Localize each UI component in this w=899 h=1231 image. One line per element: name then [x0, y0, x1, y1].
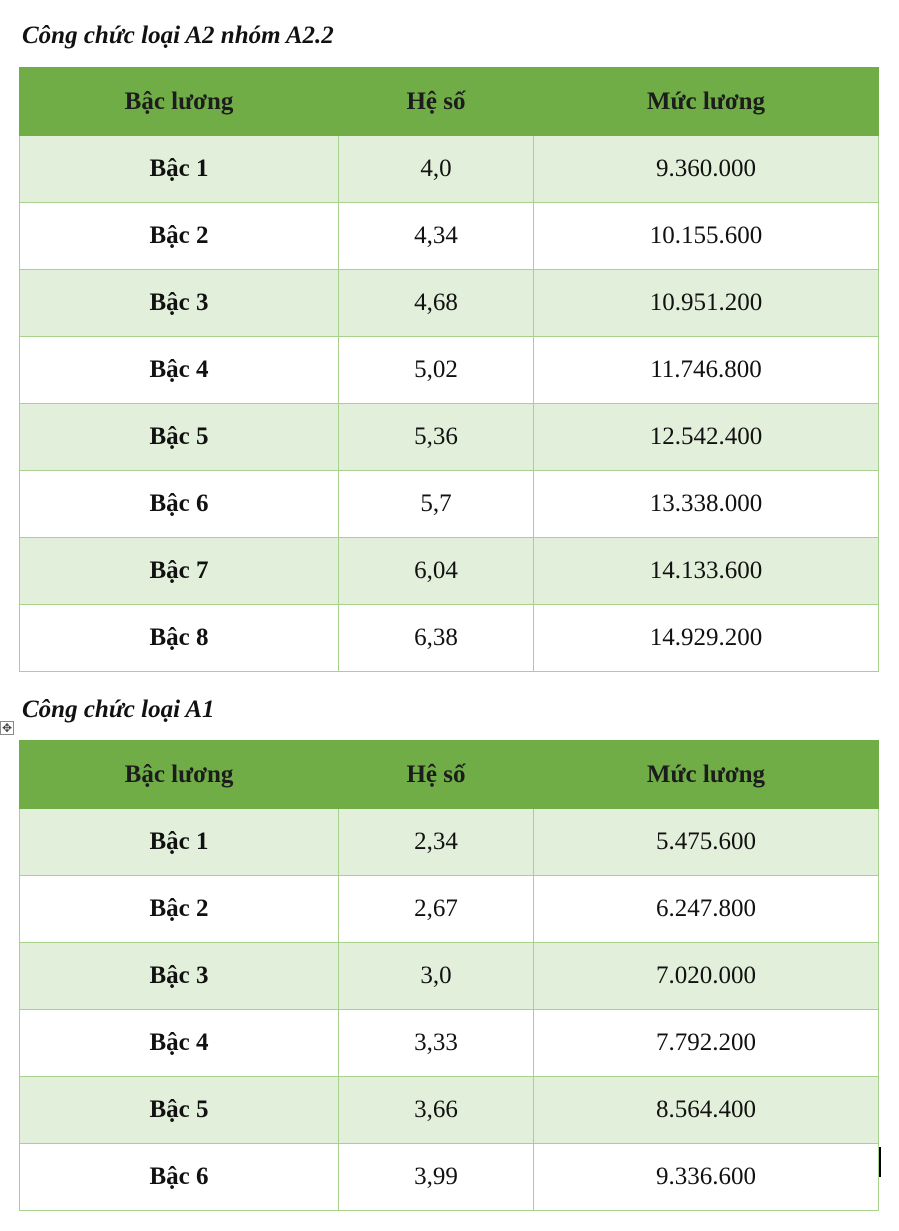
coefficient-cell: 3,99 [339, 1144, 534, 1211]
salary-table-a1 [19, 740, 879, 1211]
table-title-a2-2: Công chức loại A2 nhóm A2.2 [22, 22, 334, 49]
column-header-coefficient: Hệ số [339, 741, 534, 809]
coefficient-cell: 6,04 [339, 538, 534, 605]
column-header-level: Bậc lương [20, 68, 339, 136]
level-cell: Bậc 8 [20, 605, 339, 672]
coefficient-cell: 2,34 [339, 809, 534, 876]
coefficient-cell: 3,33 [339, 1010, 534, 1077]
table-row [20, 809, 879, 876]
table-row [20, 203, 879, 270]
level-cell: Bậc 4 [20, 337, 339, 404]
coefficient-cell: 5,7 [339, 471, 534, 538]
salary-cell: 12.542.400 [534, 404, 879, 471]
salary-cell: 9.336.600 [534, 1144, 879, 1211]
table-row [20, 943, 879, 1010]
coefficient-cell: 2,67 [339, 876, 534, 943]
table-row [20, 538, 879, 605]
level-cell: Bậc 1 [20, 809, 339, 876]
salary-cell: 7.020.000 [534, 943, 879, 1010]
level-cell: Bậc 5 [20, 1077, 339, 1144]
salary-cell: 11.746.800 [534, 337, 879, 404]
table-row [20, 136, 879, 203]
text-cursor [879, 1147, 881, 1177]
salary-cell: 6.247.800 [534, 876, 879, 943]
salary-table-a2-2 [19, 67, 879, 672]
salary-cell: 13.338.000 [534, 471, 879, 538]
salary-cell: 14.133.600 [534, 538, 879, 605]
level-cell: Bậc 6 [20, 1144, 339, 1211]
salary-cell: 10.155.600 [534, 203, 879, 270]
table-header-row [20, 68, 879, 136]
coefficient-cell: 4,34 [339, 203, 534, 270]
salary-cell: 7.792.200 [534, 1010, 879, 1077]
table-title-a1: Công chức loại A1 [22, 696, 215, 723]
column-header-coefficient: Hệ số [339, 68, 534, 136]
table-row [20, 1077, 879, 1144]
salary-cell: 14.929.200 [534, 605, 879, 672]
table-row [20, 1144, 879, 1211]
column-header-salary: Mức lương [534, 68, 879, 136]
level-cell: Bậc 2 [20, 876, 339, 943]
salary-cell: 5.475.600 [534, 809, 879, 876]
column-header-salary: Mức lương [534, 741, 879, 809]
table-row [20, 471, 879, 538]
coefficient-cell: 6,38 [339, 605, 534, 672]
table-row [20, 605, 879, 672]
coefficient-cell: 5,02 [339, 337, 534, 404]
salary-cell: 10.951.200 [534, 270, 879, 337]
coefficient-cell: 4,0 [339, 136, 534, 203]
level-cell: Bậc 2 [20, 203, 339, 270]
level-cell: Bậc 6 [20, 471, 339, 538]
table-header-row [20, 741, 879, 809]
coefficient-cell: 5,36 [339, 404, 534, 471]
level-cell: Bậc 5 [20, 404, 339, 471]
move-arrows-icon[interactable]: ✥ [1, 721, 13, 735]
coefficient-cell: 3,66 [339, 1077, 534, 1144]
level-cell: Bậc 1 [20, 136, 339, 203]
table-row [20, 270, 879, 337]
level-cell: Bậc 3 [20, 270, 339, 337]
column-header-level: Bậc lương [20, 741, 339, 809]
table-row [20, 337, 879, 404]
table-row [20, 404, 879, 471]
salary-cell: 9.360.000 [534, 136, 879, 203]
coefficient-cell: 3,0 [339, 943, 534, 1010]
level-cell: Bậc 7 [20, 538, 339, 605]
salary-cell: 8.564.400 [534, 1077, 879, 1144]
table-row [20, 1010, 879, 1077]
level-cell: Bậc 3 [20, 943, 339, 1010]
coefficient-cell: 4,68 [339, 270, 534, 337]
table-row [20, 876, 879, 943]
level-cell: Bậc 4 [20, 1010, 339, 1077]
